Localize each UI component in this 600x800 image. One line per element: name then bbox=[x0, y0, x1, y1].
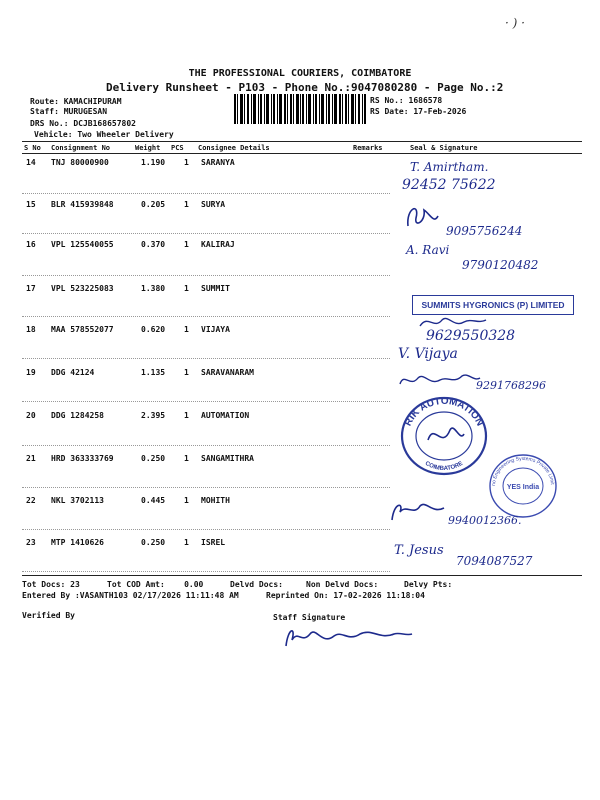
signature-row23-phone: 7094087527 bbox=[456, 554, 533, 568]
signature-row22-phone: 9940012366. bbox=[448, 514, 522, 527]
row-consignee: SUMMIT bbox=[201, 284, 230, 293]
rik-automation-stamp bbox=[398, 394, 490, 476]
signature-scribble bbox=[396, 370, 482, 390]
delivery-points: Delvy Pts: bbox=[404, 580, 453, 589]
svg-text:COIMBATORE bbox=[424, 461, 464, 472]
row-consignee: KALIRAJ bbox=[201, 240, 235, 249]
signature-scribble bbox=[402, 200, 442, 234]
row-weight: 0.445 bbox=[141, 496, 166, 505]
row-weight: 2.395 bbox=[141, 411, 166, 420]
table-top-rule bbox=[22, 141, 582, 142]
signature-row14-phone: 92452 75622 bbox=[402, 177, 496, 193]
row-consignment: VPL 523225083 bbox=[51, 284, 114, 293]
row-separator bbox=[22, 233, 390, 234]
row-weight: 1.380 bbox=[141, 284, 166, 293]
total-docs: Tot Docs: 23 bbox=[22, 580, 80, 589]
yes-stamp-ring: no Engineering Systems Private Limit bbox=[490, 455, 555, 487]
row-sno: 15 bbox=[26, 200, 36, 209]
entered-by: Entered By :VASANTH103 02/17/2026 11:11:48 AM bbox=[22, 591, 239, 600]
col-remarks: Remarks bbox=[353, 144, 383, 152]
col-seal-signature: Seal & Signature bbox=[410, 144, 478, 152]
row-sno: 16 bbox=[26, 240, 36, 249]
row-separator bbox=[22, 529, 390, 530]
row-separator bbox=[22, 193, 390, 194]
signature-row18-phone: 9629550328 bbox=[426, 328, 516, 344]
delivered-docs: Delvd Docs: bbox=[230, 580, 283, 589]
row-sno: 23 bbox=[26, 538, 36, 547]
row-sno: 17 bbox=[26, 284, 36, 293]
row-weight: 1.190 bbox=[141, 158, 166, 167]
row-consignee: ISREL bbox=[201, 538, 226, 547]
drs-number: DRS No.: DCJB168657802 bbox=[30, 119, 136, 128]
svg-text:Vino Engineering Systems Priva bbox=[487, 452, 555, 486]
signature-row14-name: T. Amirtham. bbox=[410, 160, 489, 174]
route-label: Route: KAMACHIPURAM bbox=[30, 97, 122, 106]
row-separator bbox=[22, 571, 390, 572]
row-sno: 22 bbox=[26, 496, 36, 505]
row-consignee: MOHITH bbox=[201, 496, 230, 505]
row-consignment: MTP 1410626 bbox=[51, 538, 104, 547]
verified-by: Verified By bbox=[22, 611, 75, 620]
row-separator bbox=[22, 487, 390, 488]
rik-stamp-title: RIK AUTOMATION bbox=[402, 395, 486, 428]
rs-number: RS No.: 1686578 bbox=[370, 96, 443, 105]
row-consignment: MAA 578552077 bbox=[51, 325, 114, 334]
row-sno: 18 bbox=[26, 325, 36, 334]
row-pcs: 1 bbox=[184, 454, 189, 463]
row-consignee: SARAVANARAM bbox=[201, 368, 254, 377]
row-weight: 0.205 bbox=[141, 200, 166, 209]
barcode bbox=[232, 94, 368, 124]
row-weight: 0.250 bbox=[141, 538, 166, 547]
row-pcs: 1 bbox=[184, 158, 189, 167]
row-sno: 20 bbox=[26, 411, 36, 420]
row-separator bbox=[22, 275, 390, 276]
row-separator bbox=[22, 358, 390, 359]
footer-rule bbox=[22, 575, 582, 576]
row-consignment: VPL 125540055 bbox=[51, 240, 114, 249]
row-consignee: VIJAYA bbox=[201, 325, 230, 334]
row-sno: 14 bbox=[26, 158, 36, 167]
yes-stamp-center: YES India bbox=[506, 484, 540, 491]
col-consignment: Consignment No bbox=[51, 144, 111, 152]
non-delivered-docs: Non Delvd Docs: bbox=[306, 580, 379, 589]
signature-scribble bbox=[388, 498, 448, 524]
col-consignee: Consignee Details bbox=[198, 144, 270, 152]
rs-date: RS Date: 17-Feb-2026 bbox=[370, 107, 467, 116]
company-name: THE PROFESSIONAL COURIERS, COIMBATORE bbox=[188, 68, 412, 79]
row-separator bbox=[22, 445, 390, 446]
row-separator bbox=[22, 401, 390, 402]
row-pcs: 1 bbox=[184, 368, 189, 377]
row-sno: 19 bbox=[26, 368, 36, 377]
row-consignment: TNJ 80000900 bbox=[51, 158, 109, 167]
row-weight: 1.135 bbox=[141, 368, 166, 377]
staff-label: Staff: MURUGESAN bbox=[30, 107, 108, 116]
row-consignee: AUTOMATION bbox=[201, 411, 250, 420]
row-separator bbox=[22, 316, 390, 317]
row-pcs: 1 bbox=[184, 200, 189, 209]
reprinted-on: Reprinted On: 17-02-2026 11:18:04 bbox=[266, 591, 425, 600]
row-consignment: DDG 1284258 bbox=[51, 411, 104, 420]
row-pcs: 1 bbox=[184, 411, 189, 420]
row-consignee: SURYA bbox=[201, 200, 226, 209]
row-pcs: 1 bbox=[184, 240, 189, 249]
row-consignment: NKL 3702113 bbox=[51, 496, 104, 505]
row-pcs: 1 bbox=[184, 496, 189, 505]
summits-stamp: SUMMITS HYGRONICS (P) LIMITED bbox=[412, 295, 574, 315]
top-pen-mark: · ) · bbox=[505, 16, 525, 30]
row-weight: 0.370 bbox=[141, 240, 166, 249]
row-pcs: 1 bbox=[184, 538, 189, 547]
table-header-rule bbox=[22, 153, 582, 154]
runsheet-title: Delivery Runsheet - P103 - Phone No.:9047080280 - Page No.:2 bbox=[106, 81, 504, 94]
yes-india-stamp bbox=[487, 452, 559, 520]
row-weight: 0.620 bbox=[141, 325, 166, 334]
row-pcs: 1 bbox=[184, 284, 189, 293]
row-pcs: 1 bbox=[184, 325, 189, 334]
rik-stamp-city: COIMBATORE bbox=[423, 460, 465, 473]
signature-row16-name: A. Ravi bbox=[406, 243, 450, 257]
col-sno: S No bbox=[24, 144, 41, 152]
signature-row15-phone: 9095756244 bbox=[446, 224, 523, 238]
col-pcs: PCS bbox=[171, 144, 184, 152]
row-consignment: HRD 363333769 bbox=[51, 454, 114, 463]
vehicle-label: Vehicle: Two Wheeler Delivery bbox=[34, 130, 174, 139]
signature-row23-name: T. Jesus bbox=[394, 543, 444, 558]
row-weight: 0.250 bbox=[141, 454, 166, 463]
row-consignee: SARANYA bbox=[201, 158, 235, 167]
total-cod-amount: Tot COD Amt: 0.00 bbox=[107, 580, 204, 589]
staff-signature-scribble bbox=[282, 622, 414, 652]
row-sno: 21 bbox=[26, 454, 36, 463]
row-consignment: DDG 42124 bbox=[51, 368, 95, 377]
col-weight: Weight bbox=[135, 144, 161, 152]
staff-signature-label: Staff Signature bbox=[273, 613, 346, 622]
signature-row19-phone: 9291768296 bbox=[476, 379, 546, 392]
signature-row18-name: V. Vijaya bbox=[398, 346, 458, 362]
row-consignee: SANGAMITHRA bbox=[201, 454, 254, 463]
row-consignment: BLR 415939848 bbox=[51, 200, 114, 209]
signature-row16-phone: 9790120482 bbox=[462, 258, 539, 272]
